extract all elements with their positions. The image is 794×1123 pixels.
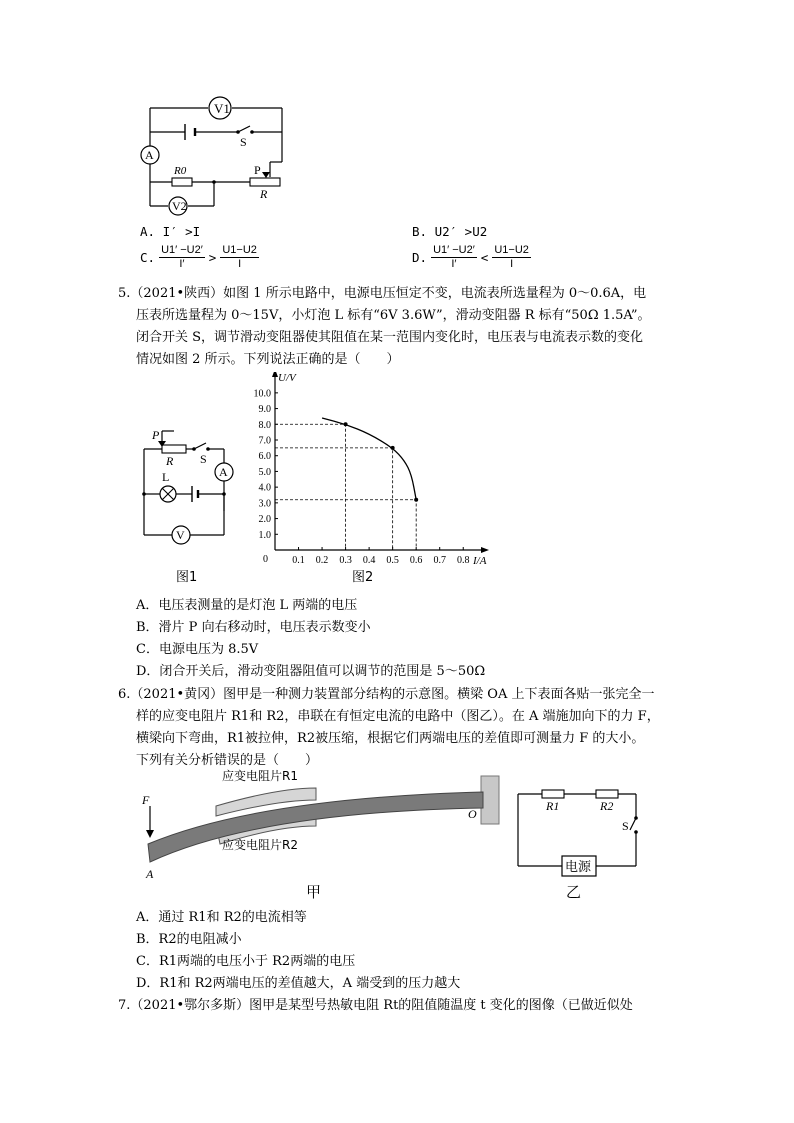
q4-option-b[interactable]: B. U2′ >U2 [412,224,488,239]
q4-option-c-op: > [208,249,217,265]
x-tick-label: 0.8 [456,555,470,566]
y-tick-label: 4.0 [258,482,271,494]
q5-fig1-s-label: S [200,452,207,466]
q5-option-a[interactable]: A．电压表测量的是灯泡 L 两端的电压 [136,598,358,613]
q4-option-c[interactable] [140,244,259,271]
y-tick-label: 7.0 [258,435,271,447]
y-tick-label: 10.0 [253,388,271,400]
y-tick-label: 6.0 [258,451,271,463]
x-tick-label: 0.7 [433,555,446,566]
q6-option-d[interactable]: D．R1和 R2两端电压的差值越大，A 端受到的压力越大 [136,976,461,991]
q6-fig-yi-caption: 乙 [566,883,582,901]
q7-stem-line-1: 7.（2021•鄂尔多斯）图甲是某型号热敏电阻 Rt的阻值随温度 t 变化的图像（已做近似处 [118,998,633,1013]
q4-v2-label: V2 [172,199,187,213]
q6-fig-jia-caption: 甲 [306,883,322,901]
q6-figure-jia [138,768,508,898]
q4-option-d-frac1: $\frac{U1' -U2'}{I'}$ [433,244,475,270]
q6-option-a[interactable]: A．通过 R1和 R2的电流相等 [136,910,307,925]
q4-s-label: S [240,135,247,149]
q6-fig-r1-caption: 应变电阻片R1 [222,769,298,783]
x-tick-label: 0.5 [386,555,399,566]
y-tick-label: 5.0 [258,466,271,478]
q4-r-label: R [260,187,268,201]
q4-p-label: P [254,163,261,177]
q6-fig-force-label: F [142,793,150,807]
q4-option-d-frac2: $\frac{U1-U2}{I}$ [494,244,529,270]
q5-stem-line-4: 情况如图 2 所示。下列说法正确的是（ ） [136,352,400,367]
y-axis-label: U/V [278,372,296,384]
q6-option-c[interactable]: C．R1两端的电压小于 R2两端的电压 [136,954,356,969]
q4-option-c-label: C. [140,249,156,265]
q6-stem-line-1: 6.（2021•黄冈）图甲是一种测力装置部分结构的示意图。横梁 OA 上下表面各贴一张完全一 [118,687,655,702]
data-point [344,422,348,426]
q4-option-d[interactable] [412,244,531,271]
q4-option-c-frac1: $\frac{U1' -U2'}{I'}$ [161,244,203,270]
q6-fig-yi-r1-label: R1 [546,799,560,813]
q4-v1-label: V1 [214,101,230,116]
q5-option-b[interactable]: B．滑片 P 向右移动时，电压表示数变小 [136,620,371,635]
q6-stem-line-3: 横梁向下弯曲，R1被拉伸，R2被压缩，根据它们两端电压的差值即可测量力 F 的大小。 [136,731,645,746]
q6-fig-a-label: A [146,867,154,881]
x-tick-label: 0.1 [292,555,305,566]
y-tick-label: 3.0 [258,498,271,510]
q5-figure-2-caption: 图2 [352,570,374,585]
q4-circuit-figure [130,92,300,222]
x-tick-label: 0.2 [315,555,329,566]
q6-stem-line-2: 样的应变电阻片 R1和 R2，串联在有恒定电流的电路中（图乙）。在 A 端施加向下的力 F， [136,709,660,724]
q5-fig1-p-label: P [152,428,160,442]
q6-option-b[interactable]: B．R2的电阻减小 [136,932,242,947]
q5-fig1-ammeter-label: A [219,465,228,479]
x-axis-arrow [481,547,489,553]
q4-option-d-label: D. [412,249,428,265]
q6-figure-yi [512,784,644,884]
q5-fig1-lamp-label: L [162,470,170,484]
y-tick-label: 2.0 [258,514,271,526]
q5-stem-line-2: 压表所选量程为 0～15V，小灯泡 L 标有“6V 3.6W”，滑动变阻器 R 标有“50Ω 1.5A”。 [136,308,651,323]
origin-label: 0 [263,554,268,565]
q5-figure-1-circuit [134,425,244,585]
q5-fig1-voltmeter-label: V [176,528,185,542]
data-point [414,498,418,502]
u-i-curve [322,418,416,500]
data-point [391,446,395,450]
q4-ammeter-label: A [145,148,154,162]
x-tick-label: 0.3 [339,555,352,566]
q5-stem-line-3: 闭合开关 S，调节滑动变阻器使其阻值在某一范围内变化时，电压表与电流表示数的变化 [136,330,644,345]
q6-fig-yi-s-label: S [622,819,629,833]
q4-option-d-op: < [480,249,489,265]
y-tick-label: 9.0 [258,404,271,416]
q4-option-a[interactable]: A. I′ >I [140,224,201,239]
x-tick-label: 0.4 [362,555,376,566]
q4-r0-label: R0 [174,165,187,177]
q6-fig-power-label: 电源 [565,860,592,875]
x-tick-label: 0.6 [409,555,423,566]
q4-option-c-frac2: $\frac{U1-U2}{I}$ [222,244,257,270]
guide-line [275,424,346,550]
q5-option-d[interactable]: D．闭合开关后，滑动变阻器阻值可以调节的范围是 5～50Ω [136,664,486,679]
guide-line [275,448,393,550]
y-tick-label: 1.0 [258,529,271,541]
q5-figure-2-chart [245,372,505,567]
q5-stem-line-1: 5.（2021•陕西）如图 1 所示电路中，电源电压恒定不变，电流表所选量程为 0～0.6A，电 [118,286,647,301]
q5-figure-1-caption: 图1 [176,570,198,585]
q6-fig-yi-r2-label: R2 [600,799,614,813]
q6-stem-line-4: 下列有关分析错误的是（ ） [136,753,319,768]
q6-fig-o-label: O [468,807,477,821]
q5-fig1-r-label: R [166,454,174,468]
x-axis-label: I/A [473,555,487,567]
q5-option-c[interactable]: C．电源电压为 8.5V [136,642,259,657]
y-tick-label: 8.0 [258,419,271,431]
q6-fig-r2-caption: 应变电阻片R2 [222,838,298,852]
